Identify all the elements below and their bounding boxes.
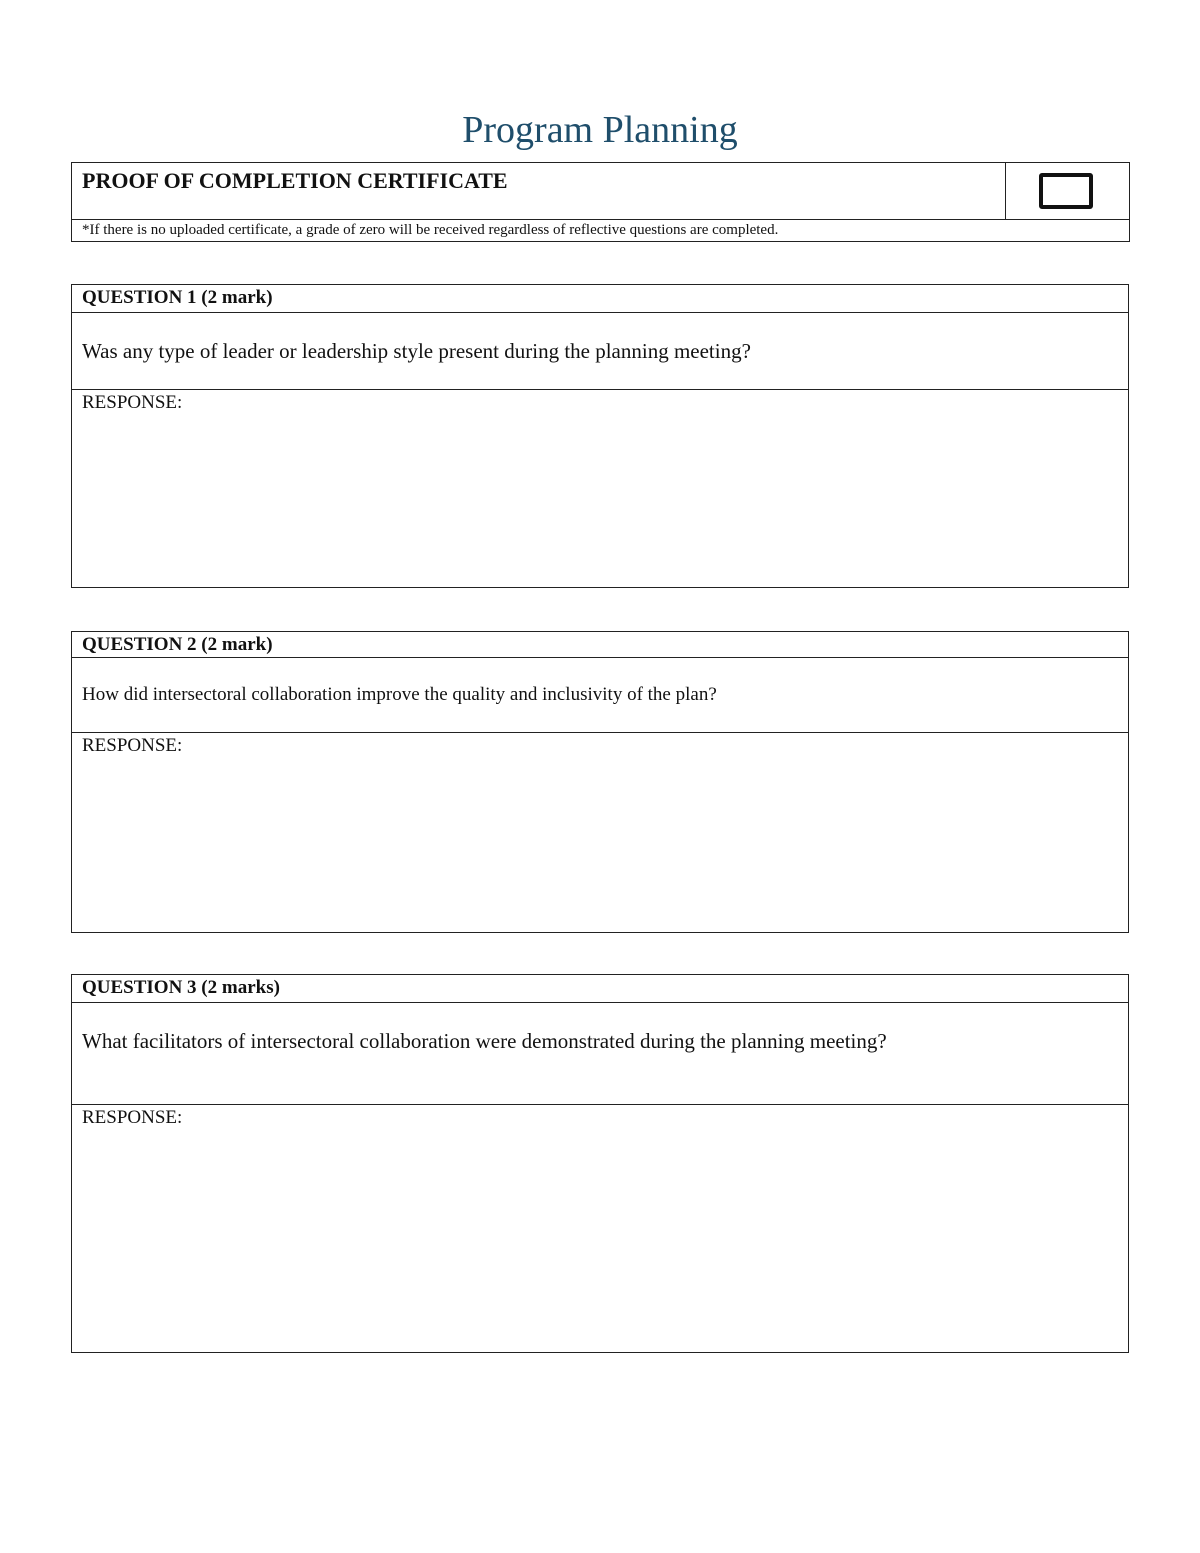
response-area[interactable] — [72, 1105, 1128, 1351]
page-title: Program Planning — [462, 109, 738, 151]
question-text-content: Was any type of leader or leadership style present during the planning meeting? — [82, 338, 751, 363]
question-header: QUESTION 1 (2 mark) — [72, 285, 1128, 313]
question-block-2 — [71, 631, 1129, 933]
question-block-3 — [71, 974, 1129, 1353]
question-text — [72, 313, 1128, 390]
question-block-1 — [71, 284, 1129, 588]
question-text — [72, 1003, 1128, 1105]
question-header: QUESTION 3 (2 marks) — [72, 975, 1128, 1003]
certificate-note: *If there is no uploaded certificate, a grade of zero will be received regardless of reflective questions are completed. — [82, 222, 779, 238]
response-area[interactable] — [72, 390, 1128, 586]
question-text-content: What facilitators of intersectoral collaboration were demonstrated during the planning meeting? — [82, 1029, 887, 1053]
response-label: RESPONSE: — [82, 1107, 183, 1128]
certificate-checkbox[interactable] — [1039, 173, 1093, 209]
certificate-checkbox-cell — [1006, 163, 1129, 220]
certificate-heading: PROOF OF COMPLETION CERTIFICATE — [72, 163, 1006, 220]
response-label: RESPONSE: — [82, 735, 183, 756]
question-text-content: How did intersectoral collaboration improve the quality and inclusivity of the plan? — [82, 684, 717, 705]
response-label: RESPONSE: — [82, 392, 183, 413]
certificate-table — [71, 162, 1130, 242]
question-header: QUESTION 2 (2 mark) — [72, 632, 1128, 658]
response-area[interactable] — [72, 733, 1128, 931]
question-text — [72, 658, 1128, 733]
